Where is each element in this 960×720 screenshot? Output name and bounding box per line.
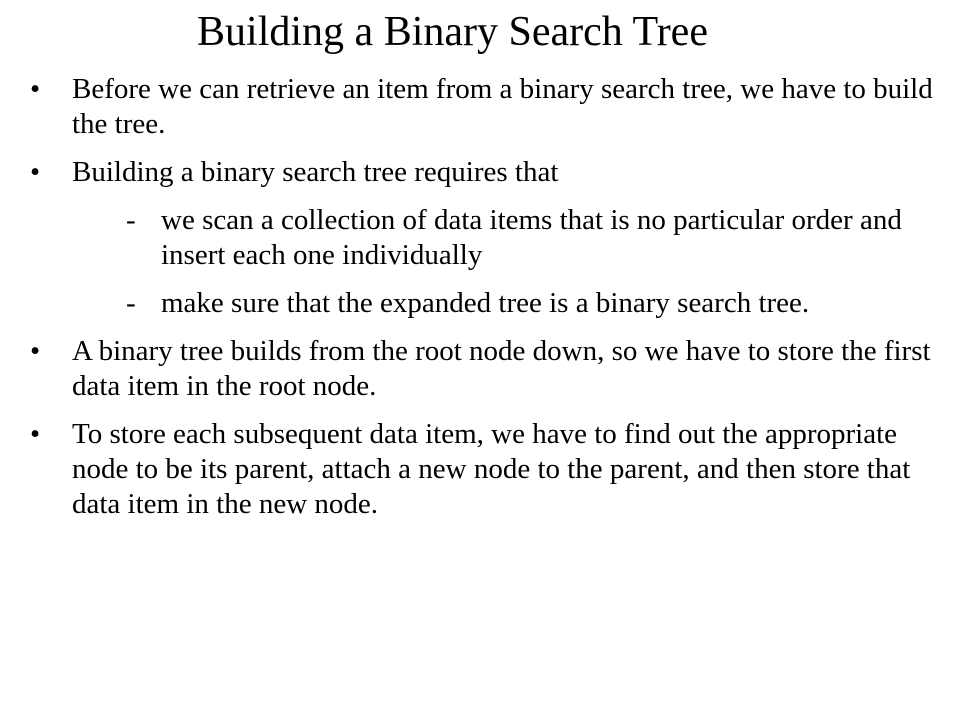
bullet-text: Before we can retrieve an item from a binary search tree, we have to build the tree.: [72, 73, 933, 140]
sub-item: [30, 203, 935, 273]
dash-icon: -: [126, 204, 136, 236]
bullet-item: [30, 334, 935, 404]
bullet-item: [30, 417, 935, 522]
bullet-item: [30, 155, 935, 190]
bullet-text: A binary tree builds from the root node down, so we have to store the first data item in the root node.: [72, 335, 931, 402]
bullet-icon: •: [30, 156, 41, 188]
sub-item-text: make sure that the expanded tree is a binary search tree.: [161, 287, 810, 319]
bullet-icon: •: [30, 418, 41, 450]
bullet-text: To store each subsequent data item, we have to find out the appropriate node to be its parent, attach a new node to the parent, and then store that data item in the new node.: [72, 418, 911, 520]
bullet-icon: •: [30, 335, 41, 367]
slide-title: Building a Binary Search Tree: [197, 9, 708, 55]
sub-item-text: we scan a collection of data items that is no particular order and insert each one individually: [161, 204, 902, 271]
bullet-text: Building a binary search tree requires that: [72, 156, 559, 188]
dash-icon: -: [126, 287, 136, 319]
bullet-item: [30, 72, 935, 142]
bullet-icon: •: [30, 73, 41, 105]
bullet-list: [30, 72, 935, 535]
sub-item: [30, 286, 935, 321]
